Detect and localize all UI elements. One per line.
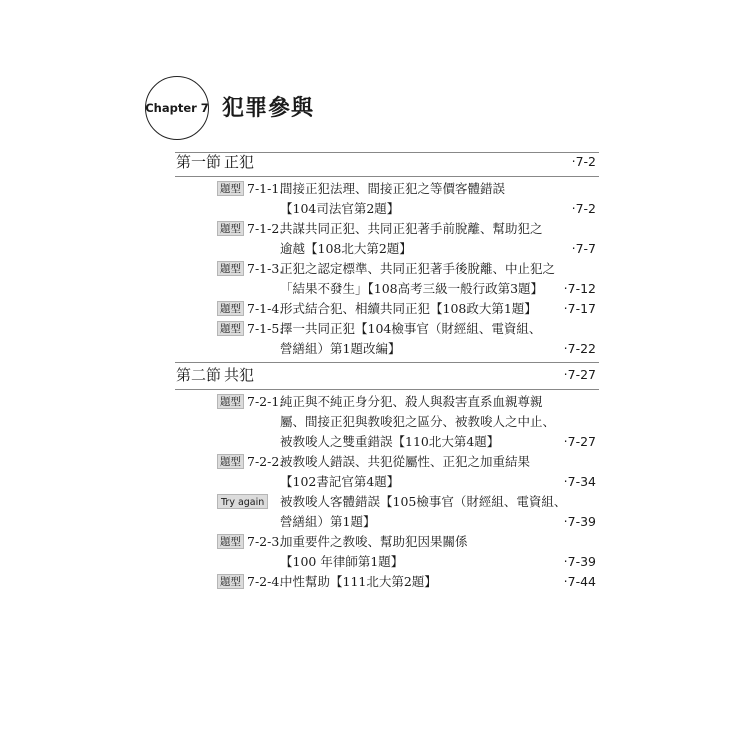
toc-entry-continuation[interactable] xyxy=(217,412,598,432)
entry-badge: 題型 xyxy=(217,301,244,316)
entry-number: 7-2-1. xyxy=(247,394,284,409)
entry-page: ‧7-39 xyxy=(563,554,596,569)
chapter-badge xyxy=(145,76,209,140)
entry-badge: 題型 xyxy=(217,534,244,549)
toc-entry[interactable] xyxy=(217,319,598,339)
entry-badge: 題型 xyxy=(217,321,244,336)
entry-title: 中性幫助【111北大第2題】 xyxy=(280,574,437,589)
section-rule xyxy=(175,389,599,390)
toc-entry[interactable] xyxy=(217,452,598,472)
section-label: 第一節 xyxy=(176,153,222,171)
toc-entry[interactable] xyxy=(217,532,598,552)
section-heading[interactable] xyxy=(176,152,598,172)
entry-badge: 題型 xyxy=(217,221,244,236)
entry-title: 間接正犯法理、間接正犯之等價客體錯誤 xyxy=(280,181,506,196)
entry-number: 7-1-3. xyxy=(247,261,284,276)
toc-entry[interactable] xyxy=(217,179,598,199)
section-rule xyxy=(175,362,599,363)
entry-badge-try-again: Try again xyxy=(217,494,268,509)
entry-title: 共謀共同正犯、共同正犯著手前脫離、幫助犯之 xyxy=(280,221,543,236)
entry-title: 形式結合犯、相續共同正犯【108政大第1題】 xyxy=(280,301,537,316)
entry-page: ‧7-17 xyxy=(563,301,596,316)
entry-badge: 題型 xyxy=(217,454,244,469)
toc-entry-continuation[interactable] xyxy=(217,279,598,299)
entry-title: 被教唆人錯誤、共犯從屬性、正犯之加重結果 xyxy=(280,454,531,469)
toc-entry[interactable] xyxy=(217,259,598,279)
entry-number: 7-1-2. xyxy=(247,221,284,236)
chapter-label: Chapter 7 xyxy=(145,101,209,115)
chapter-title: 犯罪參與 xyxy=(222,96,315,121)
toc-entry[interactable] xyxy=(217,219,598,239)
toc-entry-continuation[interactable] xyxy=(217,472,598,492)
entry-title: 【102書記官第4題】 xyxy=(280,474,400,489)
entry-page: ‧7-2 xyxy=(571,201,596,216)
toc-entry-continuation[interactable] xyxy=(217,239,598,259)
entry-page: ‧7-22 xyxy=(563,341,596,356)
section-name: 共犯 xyxy=(224,366,255,384)
entry-page: ‧7-39 xyxy=(563,514,596,529)
section-heading[interactable] xyxy=(176,365,598,385)
toc-entry-continuation[interactable] xyxy=(217,512,598,532)
entry-page: ‧7-34 xyxy=(563,474,596,489)
entry-badge: 題型 xyxy=(217,261,244,276)
entry-title: 【104司法官第2題】 xyxy=(280,201,400,216)
entry-title: 營繕組）第1題改編】 xyxy=(280,341,401,356)
section-page: ‧7-2 xyxy=(571,154,596,169)
toc-entry[interactable] xyxy=(217,299,598,319)
entry-number: 7-1-5. xyxy=(247,321,284,336)
toc-entry[interactable] xyxy=(217,492,598,512)
section-name: 正犯 xyxy=(224,153,255,171)
entry-number: 7-2-4. xyxy=(247,574,284,589)
entry-title: 逾越【108北大第2題】 xyxy=(280,241,412,256)
entry-title: 被教唆人客體錯誤【105檢事官（財經組、電資組、 xyxy=(280,494,567,509)
section-label: 第二節 xyxy=(176,366,222,384)
entry-page: ‧7-44 xyxy=(563,574,596,589)
entry-number: 7-1-1. xyxy=(247,181,284,196)
entry-number: 7-2-2. xyxy=(247,454,284,469)
toc-entry-continuation[interactable] xyxy=(217,552,598,572)
entry-badge: 題型 xyxy=(217,181,244,196)
toc-entry[interactable] xyxy=(217,392,598,412)
section-rule xyxy=(175,176,599,177)
entry-page: ‧7-12 xyxy=(563,281,596,296)
entry-title: 純正與不純正身分犯、殺人與殺害直系血親尊親 xyxy=(280,394,543,409)
toc-entry[interactable] xyxy=(217,572,598,592)
entry-title: 屬、間接正犯與教唆犯之區分、被教唆人之中止、 xyxy=(280,414,556,429)
toc-entry-continuation[interactable] xyxy=(217,199,598,219)
entry-badge: 題型 xyxy=(217,394,244,409)
entry-badge: 題型 xyxy=(217,574,244,589)
entry-title: 【100 年律師第1題】 xyxy=(280,554,404,569)
entry-title: 被教唆人之雙重錯誤【110北大第4題】 xyxy=(280,434,500,449)
entry-title: 「結果不發生」【108高考三級一般行政第3題】 xyxy=(280,281,544,296)
entry-title: 加重要件之教唆、幫助犯因果關係 xyxy=(280,534,468,549)
entry-title: 正犯之認定標準、共同正犯著手後脫離、中止犯之 xyxy=(280,261,556,276)
entry-number: 7-1-4. xyxy=(247,301,284,316)
entry-title: 擇一共同正犯【104檢事官（財經組、電資組、 xyxy=(280,321,542,336)
entry-page: ‧7-7 xyxy=(571,241,596,256)
toc-entry-continuation[interactable] xyxy=(217,339,598,359)
section-page: ‧7-27 xyxy=(563,367,596,382)
entry-title: 營繕組）第1題】 xyxy=(280,514,376,529)
entry-number: 7-2-3. xyxy=(247,534,284,549)
entry-page: ‧7-27 xyxy=(563,434,596,449)
toc-entry-continuation[interactable] xyxy=(217,432,598,452)
